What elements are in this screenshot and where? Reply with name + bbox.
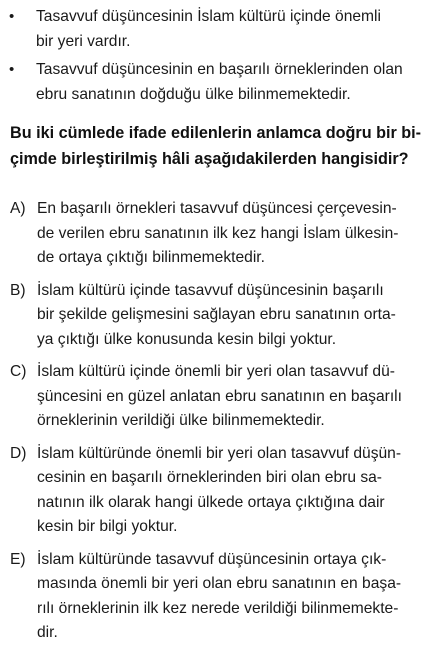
premise-item — [0, 4, 443, 54]
premise-list — [0, 4, 443, 110]
option-line: bir şekilde gelişmesini sağlayan ebru sanatının orta- — [37, 306, 396, 323]
option-line: şüncesini en güzel anlatan ebru sanatının en başarılı — [37, 387, 402, 405]
option-line: cesinin en başarılı örneklerinden biri olan ebru sa- — [37, 469, 382, 486]
option-line: dir. — [37, 624, 58, 641]
premise-line: ebru sanatının doğduğu ülke bilinmemektedir. — [36, 86, 351, 103]
option-c[interactable] — [0, 360, 443, 434]
premise-line: Tasavvuf düşüncesinin en başarılı örneklerinden olan — [36, 61, 403, 78]
premise-item — [0, 57, 443, 107]
option-line: İslam kültürü içinde önemli bir yeri olan tasavvuf dü- — [37, 363, 395, 380]
option-letter: D) — [10, 444, 27, 462]
option-line: ya çıktığı ülke konusunda kesin bilgi yoktur. — [37, 330, 337, 348]
option-d[interactable] — [0, 442, 443, 540]
option-letter: B) — [10, 281, 26, 299]
option-a[interactable] — [0, 197, 443, 271]
option-line: İslam kültüründe tasavvuf düşüncesinin ortaya çık- — [37, 550, 387, 568]
question-stem — [10, 120, 435, 172]
option-line: de ortaya çıktığı bilinmemektedir. — [37, 249, 265, 266]
option-line: İslam kültüründe önemli bir yeri olan tasavvuf düşün- — [37, 444, 402, 462]
option-letter: A) — [10, 200, 26, 217]
question-line: çimde birleştirilmiş hâli aşağıdakilerden hangisidir? — [10, 150, 409, 168]
bullet-icon: • — [9, 61, 15, 78]
option-line: de verilen ebru sanatının ilk kez hangi İslam ülkesin- — [37, 224, 399, 242]
option-e[interactable] — [0, 548, 443, 646]
option-letter: C) — [10, 363, 27, 380]
option-b[interactable] — [0, 279, 443, 353]
premise-line: Tasavvuf düşüncesinin İslam kültürü içinde önemli — [36, 8, 381, 25]
option-line: natının ilk olarak hangi ülkede ortaya çıktığına dair — [37, 493, 385, 511]
option-line: örneklerinin verildiği ülke bilinmemektedir. — [37, 412, 325, 429]
option-line: İslam kültürü içinde tasavvuf düşüncesinin başarılı — [37, 281, 384, 299]
option-line: rılı örneklerinin ilk kez nerede verildiği bilinmemekte- — [37, 599, 399, 617]
bullet-icon: • — [9, 8, 15, 25]
option-line: kesin bir bilgi yoktur. — [37, 518, 178, 535]
option-letter: E) — [10, 550, 26, 568]
question-line: Bu iki cümlede ifade edilenlerin anlamca doğru bir bi- — [10, 124, 422, 142]
answer-options — [0, 197, 443, 654]
option-line: masında önemli bir yeri olan ebru sanatının en başa- — [37, 575, 402, 592]
option-line: En başarılı örnekleri tasavvuf düşüncesi çerçevesin- — [37, 200, 397, 217]
premise-line: bir yeri vardır. — [36, 33, 131, 50]
